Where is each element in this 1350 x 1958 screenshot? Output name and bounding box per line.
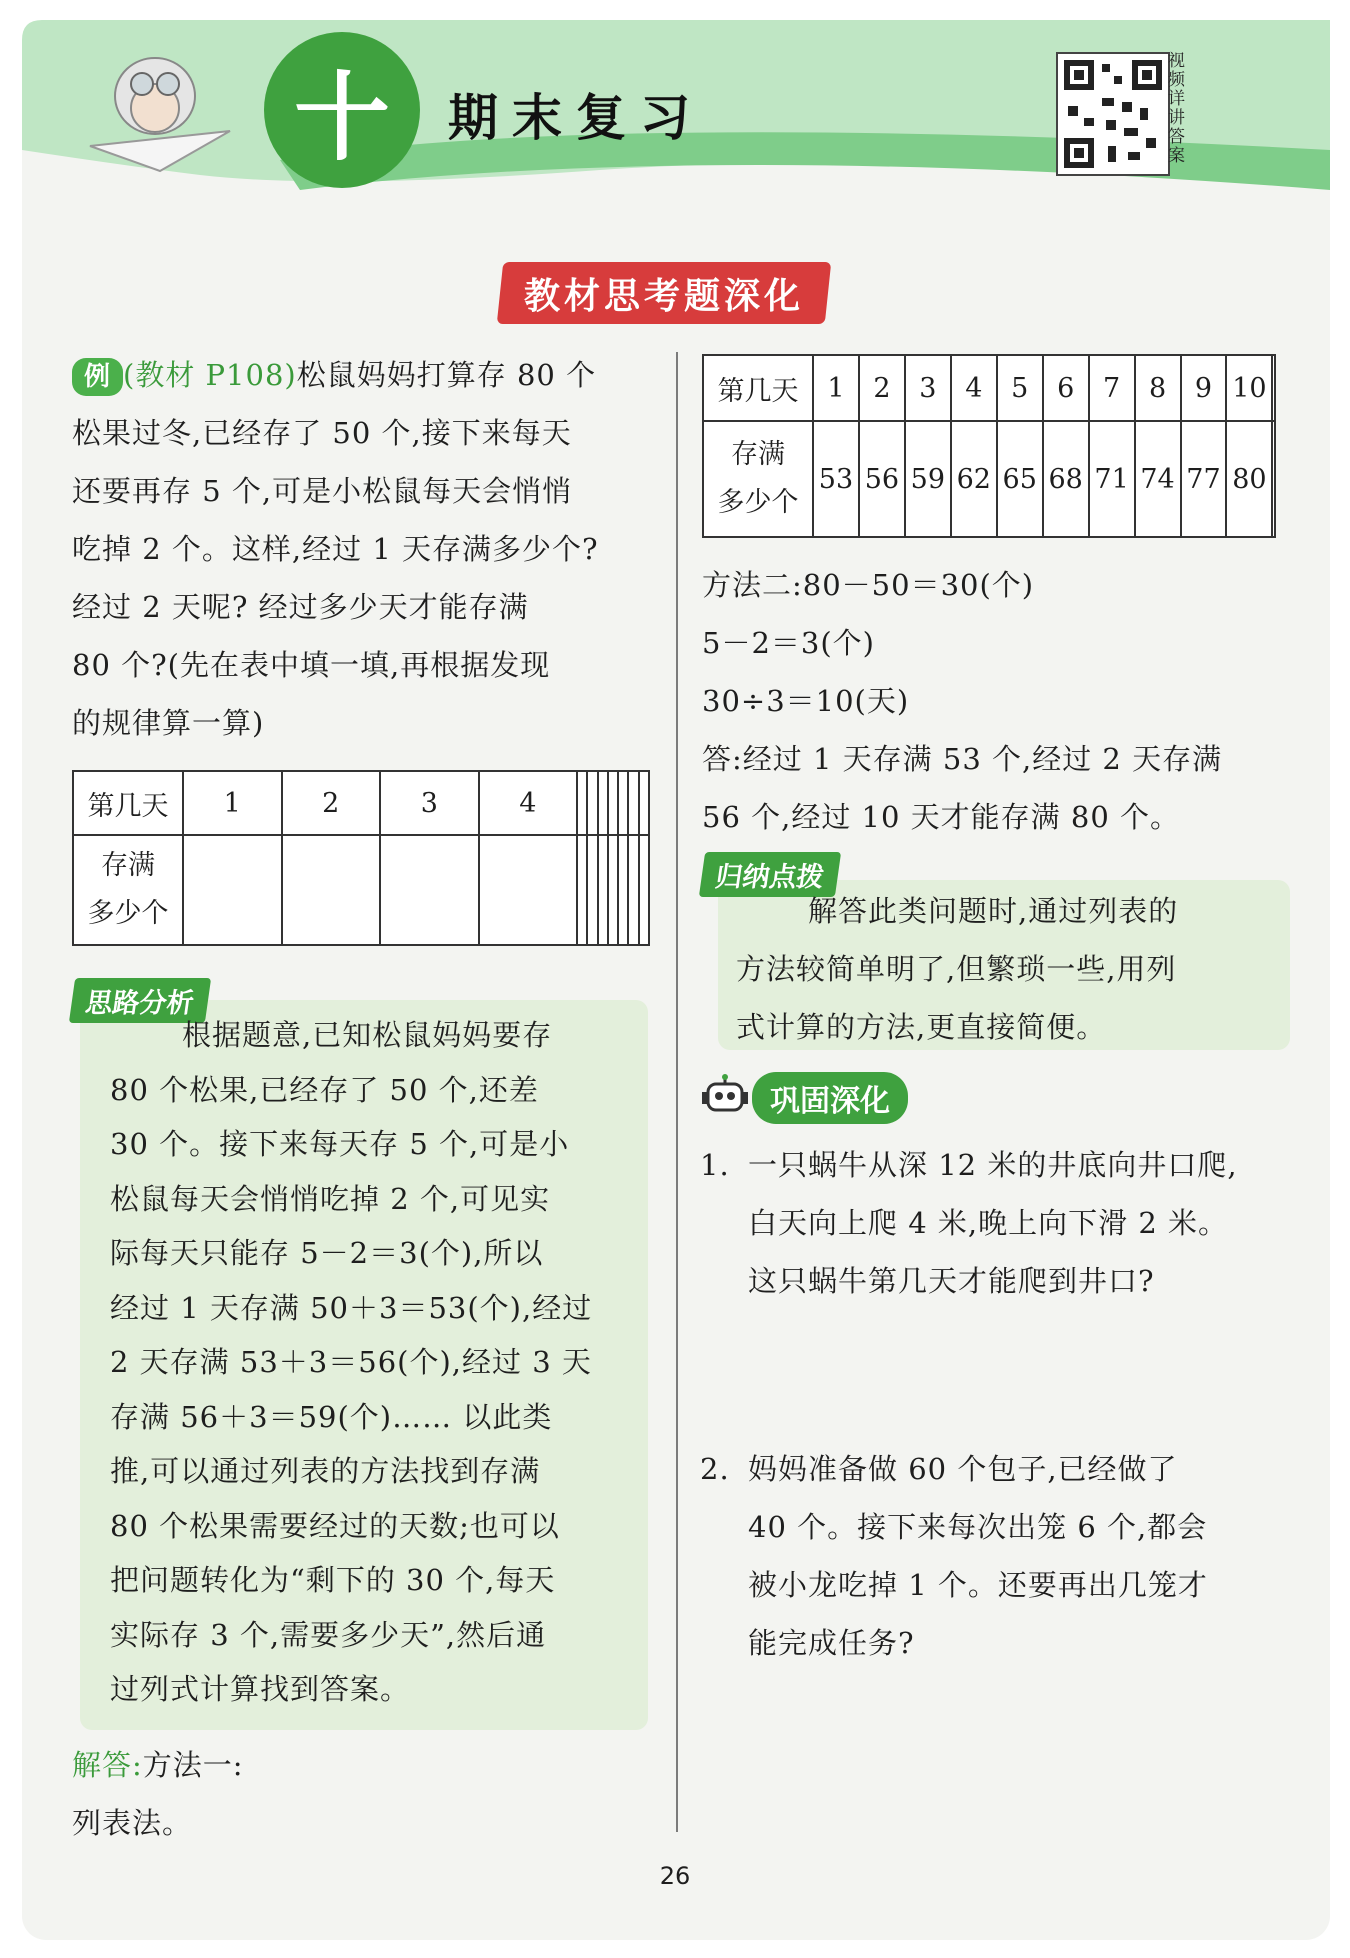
table-cell: 80: [1226, 421, 1272, 537]
question-line: 白天向上爬 4 米,晚上向下滑 2 米。: [748, 1206, 1228, 1240]
table-cell: 2: [859, 355, 905, 421]
analysis-tag: 思路分析: [69, 978, 211, 1023]
table-cell[interactable]: [628, 771, 638, 835]
table-cell[interactable]: 4: [479, 771, 578, 835]
analysis-line: 推,可以通过列表的方法找到存满: [110, 1454, 541, 1488]
table-cell: 53: [813, 421, 859, 537]
analysis-line: 经过 1 天存满 50＋3＝53(个),经过: [110, 1290, 593, 1325]
question-line: 妈妈准备做 60 个包子,已经做了: [748, 1452, 1178, 1486]
table-cell[interactable]: [479, 835, 578, 945]
analysis-line: 把问题转化为“剩下的 30 个,每天: [110, 1563, 556, 1597]
mascot-pilot-icon: [80, 36, 250, 186]
table-row-header: [73, 835, 183, 945]
row-header-line: 存满: [731, 439, 785, 470]
question-line: 40 个。接下来每次出笼 6 个,都会: [748, 1510, 1208, 1544]
answer-block: [72, 1736, 652, 1852]
table-cell: 5: [997, 355, 1043, 421]
method2-block: [702, 556, 1302, 846]
section-title-banner: [497, 262, 832, 324]
table-cell[interactable]: 2: [282, 771, 381, 835]
summary-tag: 归纳点拨: [699, 852, 841, 897]
table-cell[interactable]: [183, 835, 282, 945]
summary-line: 解答此类问题时,通过列表的: [808, 894, 1179, 928]
table-cell[interactable]: [608, 835, 618, 945]
example-tag: 例: [72, 358, 123, 396]
method2-line: 方法二:80－50＝30(个): [702, 568, 1035, 602]
table-cell[interactable]: [608, 771, 618, 835]
table-cell: 8: [1135, 355, 1181, 421]
table-cell: 59: [905, 421, 951, 537]
table-cell: 6: [1043, 355, 1089, 421]
table-cell: 65: [997, 421, 1043, 537]
question-line: 能完成任务?: [748, 1626, 915, 1660]
analysis-line: 30 个。接下来每天存 5 个,可是小: [110, 1127, 570, 1161]
qr-code-icon[interactable]: [1056, 52, 1170, 176]
example-block: [72, 346, 662, 752]
method2-line: 56 个,经过 10 天才能存满 80 个。: [702, 800, 1181, 834]
table-cell: 56: [859, 421, 905, 537]
table-cell[interactable]: 3: [380, 771, 479, 835]
filled-table: [702, 354, 1276, 538]
unit-title: 期末复习: [448, 89, 704, 147]
analysis-line: 80 个松果,已经存了 50 个,还差: [110, 1072, 539, 1107]
example-line: 80 个?(先在表中填一填,再根据发现: [72, 648, 551, 682]
table-cell: 3: [905, 355, 951, 421]
table-cell[interactable]: [577, 771, 587, 835]
page-number: 26: [659, 1862, 691, 1890]
table-cell: 7: [1089, 355, 1135, 421]
table-cell[interactable]: [628, 835, 638, 945]
row-header-line: 存满: [101, 850, 155, 881]
table-cell: 1: [813, 355, 859, 421]
analysis-line: 存满 56＋3＝59(个)…… 以此类: [110, 1399, 553, 1434]
table-cell: 62: [951, 421, 997, 537]
example-line: 吃掉 2 个。这样,经过 1 天存满多少个?: [72, 532, 599, 566]
method2-line: 答:经过 1 天存满 53 个,经过 2 天存满: [702, 742, 1223, 776]
blank-table: [72, 770, 650, 946]
example-line: 松鼠妈妈打算存 80 个: [296, 358, 597, 392]
table-cell[interactable]: [587, 771, 597, 835]
analysis-text: [110, 1008, 650, 1717]
method2-line: 30÷3＝10(天): [702, 684, 910, 718]
table-row-header: [703, 421, 813, 537]
table-cell[interactable]: [282, 835, 381, 945]
summary-line: 方法较简单明了,但繁琐一些,用列: [736, 952, 1177, 986]
robot-icon: [700, 1074, 750, 1118]
table-cell: 68: [1043, 421, 1089, 537]
analysis-line: 80 个松果需要经过的天数;也可以: [110, 1508, 560, 1543]
table-cell: 77: [1181, 421, 1227, 537]
example-line: 经过 2 天呢? 经过多少天才能存满: [72, 590, 529, 624]
example-ref: (教材 P108): [123, 358, 297, 392]
table-cell[interactable]: [587, 835, 597, 945]
table-cell[interactable]: [577, 835, 587, 945]
table-row-header: 第几天: [73, 771, 183, 835]
row-header-line: 多少个: [717, 487, 799, 518]
qr-label: 视频详讲答案: [1168, 51, 1185, 166]
example-line: 的规律算一算): [72, 706, 265, 740]
table-cell[interactable]: [380, 835, 479, 945]
question-2: [700, 1440, 1300, 1672]
table-cell[interactable]: [618, 771, 628, 835]
method1-label: 方法一:: [142, 1748, 244, 1782]
analysis-line: 2 天存满 53＋3＝56(个),经过 3 天: [110, 1345, 592, 1379]
method2-line: 5－2＝3(个): [702, 626, 875, 660]
unit-number: 十: [294, 61, 390, 174]
analysis-line: 过列式计算找到答案。: [110, 1672, 411, 1706]
table-cell: 71: [1089, 421, 1135, 537]
table-cell[interactable]: [598, 835, 608, 945]
table-cell: 4: [951, 355, 997, 421]
table-cell: 10: [1226, 355, 1272, 421]
question-line: 这只蜗牛第几天才能爬到井口?: [748, 1264, 1155, 1298]
example-line-1: [72, 346, 662, 404]
analysis-line: 实际存 3 个,需要多少天”,然后通: [110, 1617, 547, 1652]
table-cell: 74: [1135, 421, 1181, 537]
summary-line: 式计算的方法,更直接简便。: [736, 1010, 1107, 1044]
section-title: 教材思考题深化: [524, 275, 805, 317]
question-number: 2.: [700, 1452, 730, 1486]
analysis-line: 际每天只能存 5－2＝3(个),所以: [110, 1236, 544, 1270]
example-line: 松果过冬,已经存了 50 个,接下来每天: [72, 416, 572, 450]
column-divider: [676, 352, 678, 1832]
summary-text: [736, 882, 1296, 1056]
table-cell[interactable]: 1: [183, 771, 282, 835]
table-cell[interactable]: [598, 771, 608, 835]
analysis-line: 根据题意,已知松鼠妈妈要存: [182, 1018, 553, 1052]
analysis-line: 松鼠每天会悄悄吃掉 2 个,可见实: [110, 1181, 551, 1216]
question-number: 1.: [700, 1148, 730, 1182]
question-line: 被小龙吃掉 1 个。还要再出几笼才: [748, 1568, 1208, 1602]
table-cell[interactable]: [639, 771, 649, 835]
question-1: [700, 1136, 1300, 1310]
row-header-line: 多少个: [87, 898, 169, 929]
table-cell: [1272, 355, 1275, 421]
question-line: 一只蜗牛从深 12 米的井底向井口爬,: [748, 1148, 1238, 1182]
method1-desc: 列表法。: [72, 1806, 193, 1840]
example-line: 还要再存 5 个,可是小松鼠每天会悄悄: [72, 474, 573, 508]
table-cell: 9: [1181, 355, 1227, 421]
table-cell: [1272, 421, 1275, 537]
table-row-header: 第几天: [703, 355, 813, 421]
table-cell[interactable]: [639, 835, 649, 945]
practice-tag: 巩固深化: [752, 1072, 908, 1124]
answer-label: 解答:: [72, 1748, 143, 1782]
table-cell[interactable]: [618, 835, 628, 945]
